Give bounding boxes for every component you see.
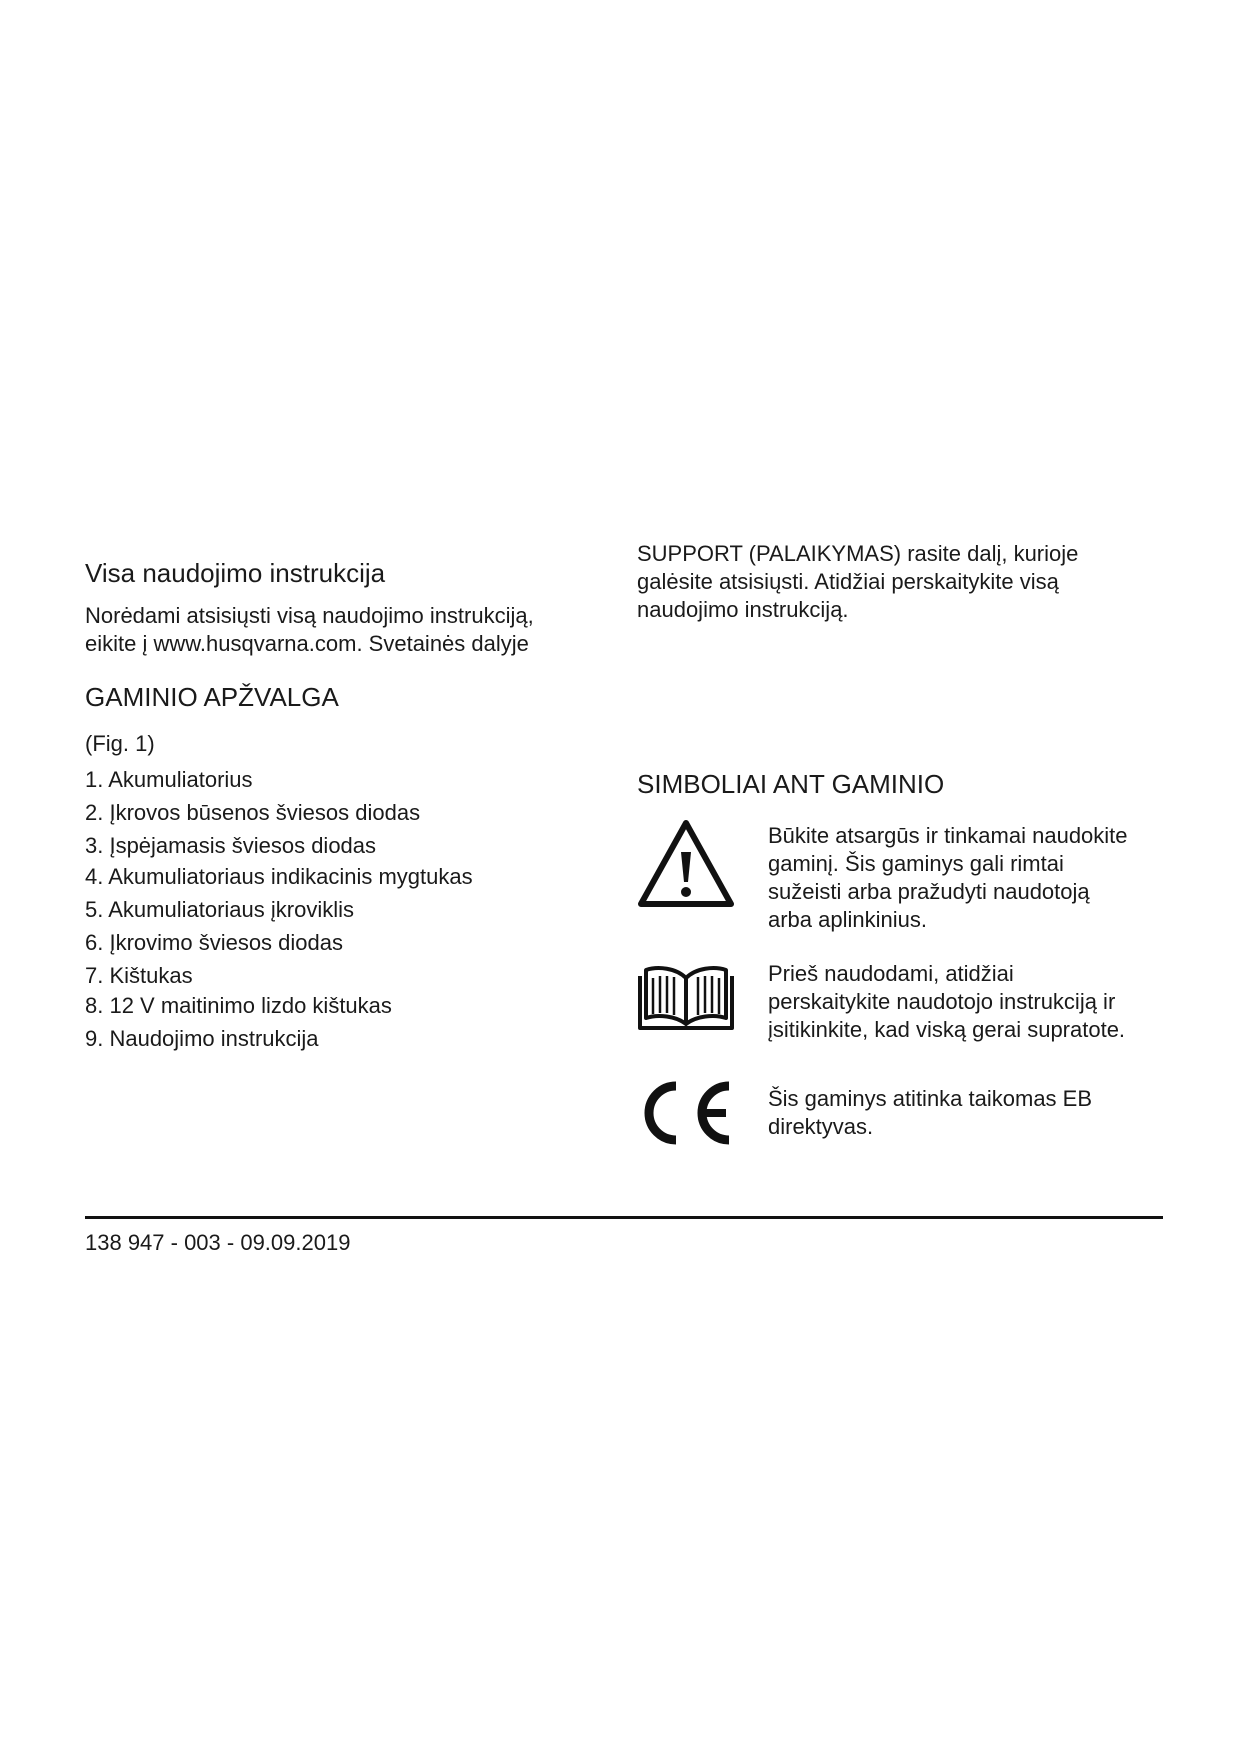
- list-item: 4. Akumuliatoriaus indikacinis mygtukas: [85, 864, 473, 889]
- symbol-text-line: Prieš naudodami, atidžiai: [768, 961, 1014, 986]
- figure-reference: (Fig. 1): [85, 731, 155, 756]
- section-heading-overview: GAMINIO APŽVALGA: [85, 682, 339, 712]
- section-heading-full-manual: Visa naudojimo instrukcija: [85, 558, 386, 588]
- manual-text-line: Norėdami atsisiųsti visą naudojimo instrukciją,: [85, 603, 534, 628]
- footer-divider: [85, 1216, 1163, 1219]
- continued-text-line: galėsite atsisiųsti. Atidžiai perskaitykite visą: [637, 569, 1059, 594]
- list-item: 9. Naudojimo instrukcija: [85, 1026, 319, 1051]
- continued-text-line: naudojimo instrukciją.: [637, 597, 849, 622]
- symbol-text-line: Būkite atsargūs ir tinkamai naudokite: [768, 823, 1128, 848]
- list-item: 2. Įkrovos būsenos šviesos diodas: [85, 800, 421, 825]
- list-item: 6. Įkrovimo šviesos diodas: [85, 930, 343, 955]
- list-item: 7. Kištukas: [85, 963, 193, 988]
- symbol-text-line: perskaitykite naudotojo instrukciją ir: [768, 989, 1116, 1014]
- manual-text-line: eikite į www.husqvarna.com. Svetainės dalyje: [85, 631, 529, 656]
- symbol-text-line: Šis gaminys atitinka taikomas EB: [768, 1086, 1093, 1111]
- section-heading-symbols: SIMBOLIAI ANT GAMINIO: [637, 769, 945, 799]
- ce-mark-icon: [636, 1078, 736, 1148]
- symbol-description-ce: [768, 1085, 1168, 1141]
- list-item: 5. Akumuliatoriaus įkroviklis: [85, 897, 354, 922]
- manual-download-text-continued: [637, 540, 1157, 624]
- document-id: 138 947 - 003 - 09.09.2019: [85, 1230, 351, 1255]
- warning-triangle-icon: [636, 818, 736, 910]
- symbol-text-line: direktyvas.: [768, 1114, 874, 1139]
- continued-text-line: SUPPORT (PALAIKYMAS) rasite dalį, kurioje: [637, 541, 1079, 566]
- symbol-description-manual: [768, 960, 1168, 1044]
- open-book-icon: [636, 960, 736, 1032]
- symbol-text-line: gaminį. Šis gaminys gali rimtai: [768, 851, 1064, 876]
- list-item: 8. 12 V maitinimo lizdo kištukas: [85, 993, 392, 1018]
- manual-download-text: [85, 602, 585, 658]
- symbol-text-line: arba aplinkinius.: [768, 907, 927, 932]
- symbol-text-line: įsitikinkite, kad viską gerai supratote.: [768, 1017, 1126, 1042]
- symbol-text-line: sužeisti arba pražudyti naudotoją: [768, 879, 1090, 904]
- component-list: [85, 766, 605, 1066]
- list-item: 3. Įspėjamasis šviesos diodas: [85, 833, 377, 858]
- list-item: 1. Akumuliatorius: [85, 767, 253, 792]
- symbol-description-warning: [768, 822, 1168, 934]
